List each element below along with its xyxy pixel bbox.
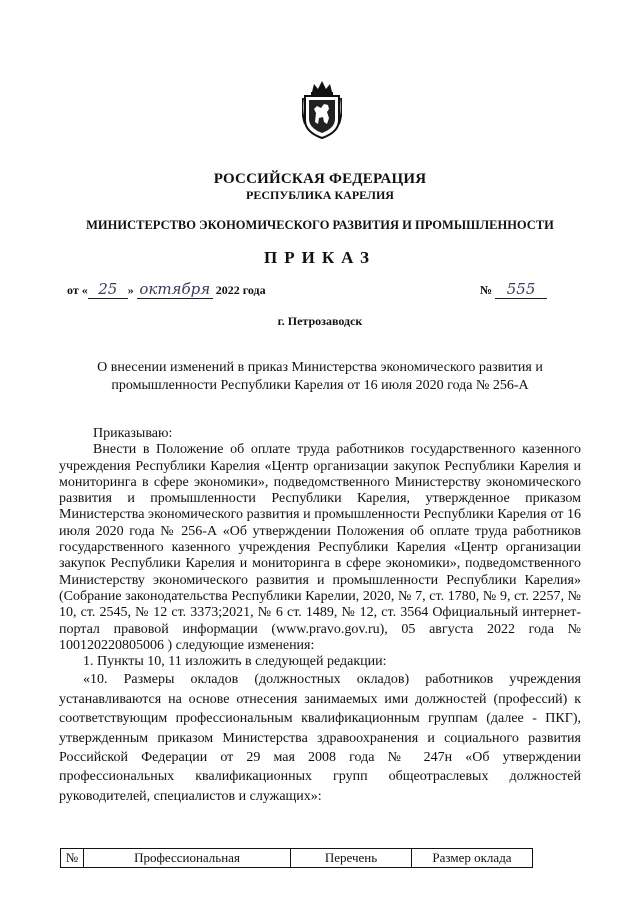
number-label: № — [480, 283, 493, 297]
date-year: 2022 года — [215, 283, 266, 297]
paragraph-item-1: 1. Пункты 10, 11 изложить в следующей редакции: — [83, 654, 387, 670]
table-header-row — [61, 849, 533, 868]
order-number-line — [480, 280, 547, 299]
country-heading: РОССИЙСКАЯ ФЕДЕРАЦИЯ — [213, 171, 427, 187]
city-line: г. Петрозаводск — [277, 314, 363, 328]
order-number: 555 — [495, 280, 547, 299]
salary-table — [60, 848, 533, 868]
document-body — [59, 426, 581, 806]
order-word: Приказываю: — [93, 426, 173, 441]
table-header-group: Профессиональная — [84, 849, 291, 868]
table-header-number: № — [61, 849, 84, 868]
table-header-salary: Размер оклада — [412, 849, 533, 868]
paragraph-item-10: «10. Размеры окладов (должностных окладов) работников учреждения устанавливаются на основе отнесения занимаемых ими должностей (профессий) к соответствующим профессиональным квалификационным группам (далее - ПКГ), утвержденным приказом Министерства здравоохранения и социального развития Российской Федерации от 29 мая 2008 года № 247н «Об утверждении профессиональных квалификационных групп общеотраслевых должностей руководителей, специалистов и служащих»: — [59, 672, 581, 804]
date-line — [67, 280, 266, 299]
document-title: О внесении изменений в приказ Министерства экономического развития и промышленности Республики Карелия от 16 июля 2020 года № 256-А — [97, 360, 543, 393]
document-type-heading: ПРИКАЗ — [264, 248, 376, 267]
table-header-list: Перечень — [291, 849, 412, 868]
karelia-coat-of-arms-emblem — [302, 78, 342, 140]
date-mid: » — [127, 283, 134, 297]
republic-heading: РЕСПУБЛИКА КАРЕЛИЯ — [246, 188, 394, 202]
date-month: октября — [139, 280, 211, 298]
paragraph-main: Внести в Положение об оплате труда работников государственного казенного учреждения Республики Карелия «Центр организации закупок Республики Карелия и мониторинга в сфере экономики», подведомственного Министерству экономического развития и промышленности Республики Карелия, утвержденное приказом Министерства экономического развития и промышленности Республики Карелия от 16 июля 2020 года № 256-А «Об утверждении Положения об оплате труда работников государственного казенного учреждения Республики Карелия «Центр организации закупок Республики Карелия и мониторинга в сфере экономики», подведомственного Министерству экономического развития и промышленности Республики Карелия» (Собрание законодательства Республики Карелии, 2020, № 7, ст. 1780, № 9, ст. 2257, № 10, ст. 2545, № 12 ст. 3373;2021, № 6 ст. 1489, № 12, ст. 3564 Официальный интернет-портал правовой информации (www.pravo.gov.ru), 05 августа 2022 года № 100120220805006 ) следующие изменения: — [59, 442, 581, 653]
ministry-heading: МИНИСТЕРСТВО ЭКОНОМИЧЕСКОГО РАЗВИТИЯ И ПРОМЫШЛЕННОСТИ — [86, 218, 554, 232]
date-day: 25 — [98, 280, 118, 298]
date-prefix: от « — [67, 283, 88, 297]
